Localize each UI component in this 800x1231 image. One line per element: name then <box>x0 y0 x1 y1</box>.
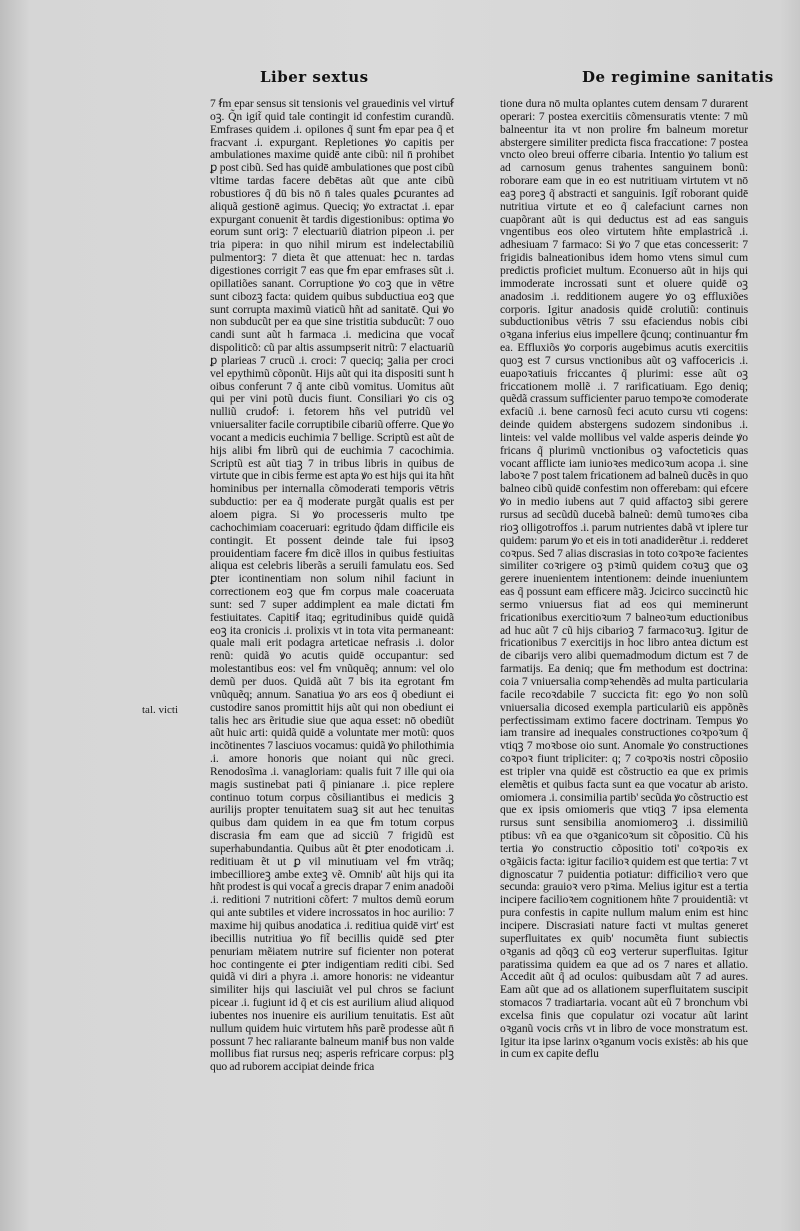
running-head-left: Liber sextus <box>260 68 369 86</box>
text-column-right <box>500 98 748 1061</box>
column-right-text: tione dura nō multa oplantes cutem densam 7 durarent operari: 7 postea exercitiis cõmensuratis vtente: 7 mũ balneentur ita vt non prolire ẜm balneum moretur abstergere similiter predicta fisca fraccatione: 7 postea vncto oleo breui offerre cibaria. Intentio ꝟo talium est ad carnosum genus trahentes sanguinem bonũ: roborare eam que in eo est nutritiuam virtutem vt nō eaꝫ poreꝫ q̃ abstracti et sanguinis. Igit̃ roborant quidē nutritiua virtute et eo q̃ calefaciunt carnes non cuapõrant aũt is qui deductus est ad eas sanguis vngentibus eos oleo virtutem hñte emplastricã .i. adhesiuam 7 farmaco: Si ꝟo 7 que etas concesserit: 7 frigidis balneationibus idem homo vtens simul cum predictis proficiet multum. Econuerso aũt in hijs qui immoderate incrossati sunt et oluere quidē oꝫ anadosim .i. redditionem augere ꝟo oꝫ effluxiões corporis. Igitur anadosis quidē crolutiũ: continuis subductionibus vētris 7 ssu efaciendus nobis cibi oꝛgana inferius eius impellere q̃cunq; continuantur ẜm ea. Effluxiõs ꝟo corporis augebimus acutis exercitiis quoꝫ est 7 cursus vnctionibus aũt oꝫ vaffocericis .i. euapoꝛatiuis friccantes q̃ plurimi: esse aũt oꝫ friccationem mollẽ .i. 7 rarificatiuam. Ego deniq; quẽdã crassum sufficienter paruo tempoꝛe comoderate exfaciũ .i. bene carnosũ feci acuto cursu vti cogens: deinde quidem abstergens sudozem sindonibus .i. linteis: vel valde mollibus vel valde asperis deinde ꝟo fricans q̃ plurimũ vnctionibus oꝫ vafocteticis quas vocant afflicte iam iunioꝛes medicoꝛum acopa .i. sine laboꝛe 7 post talem fricationem ad balneũ ducẽs in quo balneo cibũ quidē confestim non offerebam: qui efcere ꝟo in medio iubens aut 7 quid affactoꝫ sibi gerere rursus ad secũdũ ducebã balneũ: demũ tumoꝛes ciba rioꝫ olligotroffos .i. parum nutrientes dabã vt iplere tur quidem: parum ꝟo et eis in toti anadiderẽtur .i. redderet coꝛpus. Sed 7 alias discrasias in toto coꝛpoꝛe facientes similiter coꝛrigere oꝫ pꝛimũ quidem coꝛuꝫ que oꝫ gerere inuenientem intentionem: deinde inueniuntem eas q̃ possunt eam efficere mãꝫ. Jcicirco succinctũ hic sermo vniuersus fiat ad eos qui meminerunt fricationibus exercitioꝛum 7 balneoꝛum eductionibus ad huc aũt 7 cũ hijs cibarioꝫ 7 farmacoꝛuꝫ. Igitur de fricationibus 7 exercitijs in hoc libro antea dictum est de cibarijs vero alibi quemadmodum dictum est 7 de farmatijs. Ea deniq; que ẜm methodum est doctrina: coia 7 vniuersalia compꝛehendẽs ad multa particularia facile recoꝛdabile 7 succicta fit: ego ꝟo non solũ vniuersalia dicosed exempla particulariũ eis appõnẽs perfectissimam extimo facere doctrinam. Tempus ꝟo iam transire ad inequales constructiones coꝛpoꝛum q̃ vtiqꝫ 7 moꝛbose oio sunt. Anomale ꝟo constructiones coꝛpoꝛ fiunt tripliciter: q; 7 coꝛpoꝛis nostri cõposiio est tripler vna quidē est cõstructio ea que ex primis elemẽtis et quibus facta sunt ea que vocatur ab aristo. omiomera .i. consimilia partib' secũda ꝟo cõstructio est que ex ipsis omiomeris que vtiqꝫ 7 ipsa elementa rursus sunt sensibilia anomiomeroꝫ .i. dissimiliũ ptibus: vñ ea que oꝛganicoꝛum sit cõpositio. Cũ his tertia ꝟo constructio cõpositio toti' coꝛpoꝛis ex oꝛgãicis facta: igitur facilioꝛ quidem est que tertia: 7 vt dignoscatur 7 puidentia potiatur: difficilioꝛ vero que secunda: grauioꝛ vero pꝛima. Melius igitur est a tertia incipere facilioꝛem cognitionem hñte 7 prouidentiã: vt pura confestis in capite nullum malum enim est hinc incipere. Discrasiati nature facti vt multas generet superfluitates ex quib' nocumẽta fiunt subiectis oꝛganis ad qõqꝫ cũ eoꝫ verterur superfluitas. Igitur paratissima quidem ea que ad os 7 nares et allatio. Accedit aũt q̃ ad oculos: quibusdam aũt 7 ad aures. Eam aũt que ad os allationem superfluitatem suscipit stomacos 7 tradiartaria. vocant aũt eũ 7 bronchum vbi excelsa finis que copulatur ozi vocatur aũt larint oꝛganũ vocis crñs vt in libro de voce monstratum est. Igitur ita ipse larinx oꝛganum vocis existẽs: ab his que in cum ex capite deflu <box>500 97 748 1061</box>
text-column-left <box>210 98 454 1074</box>
margin-note: tal. victi <box>142 704 179 716</box>
running-head-right: De regimine sanitatis <box>582 68 774 86</box>
column-left-text: 7 ẜm epar sensus sit tensionis vel grauedinis vel virtuẜ oꝫ. Q̃n igit̃ quid tale contingit id confestim curandũ. Emfrases quidem .i. opilones q̃ sunt ẜm epar pea q̃ et fracvant .i. expurgant. Repletiones ꝟo capitis per ambulationes maxime quidē ante cibũ: nil n̄ prohibet ꝑ post cibũ. Sed has quidē ambulationes que post cibũ vltime tardas facere debētas aũt que ante cibũ robustiores q̃ dū bis nō n̄ tales quales ꝑcurantes ad aliquã gestionē agimus. Queciq; ꝟo extractat .i. epar expurgant conuenit ẽt tardis digestionibus: optima ꝟo eorum sunt oriꝫ: 7 electuariũ diatrion pipeon .i. per tria pipera: in quo nihil mirum est indelectabiliũ pulmentorꝫ: 7 dieta ẽt que attenuat: hec n. tardas digestiones corrigit 7 eas que ẜm epar emfrases sũt .i. opillatiões sanant. Corruptione ꝟo coꝫ que in vētre sunt cibozꝫ facta: quidem quibus subductiua eoꝫ que sunt corrupta maximũ viaticũ hñt ad sanitatē. Qui ꝟo non subducũt per ea que sine tristitia subducũt: 7 ouo candi sunt aũt h farmaca .i. medicina que vocat̃ dispoliticõ: cũ par altis assumpserit nitrũ: 7 elactuariũ ꝑ plarieas 7 crucũ .i. croci: 7 queciq; ꝫalia per croci vel epythimũ cõponũt. Hijs aũt qui ita dispositi sunt h oibus conferunt 7 q̃ ante cibũ vomitus. Uomitus aũt qui per vini potũ ducis fiunt. Consiliari ꝟo cis oꝫ nulliũ crudoẜ: i. fetorem hñs vel putridũ vel vniuersaliter facile corruptibile cibariũ offerre. Que ꝟo vocant a medicis euchimia 7 bellige. Scriptũ est aũt de hijs alibi ẜm librũ qui de euchimia 7 cacochimia. Scriptũ est aũt tiaꝫ 7 in tribus libris in quibus de virtute que in cibis ferme est apta ꝟo est hijs qui ita hñt hominibus per internalla cõmoderati temporis vētris subductio: per ea q̃ moderate purgãt qualis est per aloem pigra. Si ꝟo processeris multo tpe cachochimiam coaceruari: egritudo q̃dam difficile eis contingit. Et possent deinde tale fui ipsoꝫ prouidentiam facere ẜm dicẽ illos in quibus festiuitas aliqua est celebris liberãs a seruili famulatu eos. Sed ꝑter icontinentiam non solum nihil faciunt in correctionem eoꝫ que ẜm corpus male coaceruata sunt: sed 7 super addimplent ea male dictati ẜm festiuitates. Capitiẜ itaq; egritudinibus quidē quidã eoꝫ ita cronicis .i. prolixis vt in tota vita permaneant: quale mali erit podagra arteticae nefrasis .i. dolor renũ: quidã ꝟo acutis quidē occupantur: sed molestantibus eos: vel ẜm vnũquẽq; annum: vel olo demũ per duos. Quidã aũt 7 bis ita egrotant ẜm vnũquẽq; annum. Sanatiua ꝟo ars eos q̃ obediunt ei custodire sanos promittit hijs aũt qui non obediunt ei talis hec ars ẽritudie siue que aqua esset: nō obediũt aũt huic arti: quidã quidē a voluntate mer motũ: quos incõtinentes 7 lasciuos vocamus: quidã ꝟo philothimia .i. amore honoris que noiant qui nũc greci. Renodosĩma .i. vanagloriam: qualis fuit 7 ille qui oia magis sustinebat pati q̃ pinianare .i. pice replere continuo totum corpus cõsiliantibus ei medicis ꝫ aurilijs propter tenuitatem suaꝫ sit aut hec tenuitas quibus dam quidem in ea que ẜm totum corpus discrasia ẜm eam que ad sicciũ 7 frigidũ est superhabundantia. Quibus aũt ẽt ꝑter enodoticam .i. reditiuam ẽt ut ꝑ vil minutiuam vel ẜm vtrãq; imbecillioreꝫ ambe exteꝫ vẽ. Omnib' aũt hijs qui ita hñt prodest is qui vocat̃ a grecis drapar 7 enim anadoõi .i. reditioni 7 nutritioni cõfert: 7 multos demũ eorum qui ante subtiles et videre incrossatos in hoc aurilio: 7 maxime hij quibus anodatica .i. reditiua quidē virt' est ibecillis nutritiua ꝟo fit̃ becillis quidē sed ꝑter penuriam mẽiatem nutrire suf ficienter non poterat hoc contingente ei ꝑter indigentiam rediti cibi. Sed quidã vi diri a phyra .i. amore honoris: ne videantur similiter hijs qui lasciuiãt vel pul chros se faciunt picear .i. fugiunt id q̃ et cis est aurilium aliud aliquod iubentes nos inuenire eis aurilium tenuitatis. Est aũt nullum quidem huic virtutem hñs parẽ prodesse aũt n̄ possunt 7 hec raliarante balneum maniẜ bus non valde mollibus fiat rursus neq; asperis refricare corpus: plꝫ quo ad ruborem accipiat deinde frica <box>210 97 454 1074</box>
